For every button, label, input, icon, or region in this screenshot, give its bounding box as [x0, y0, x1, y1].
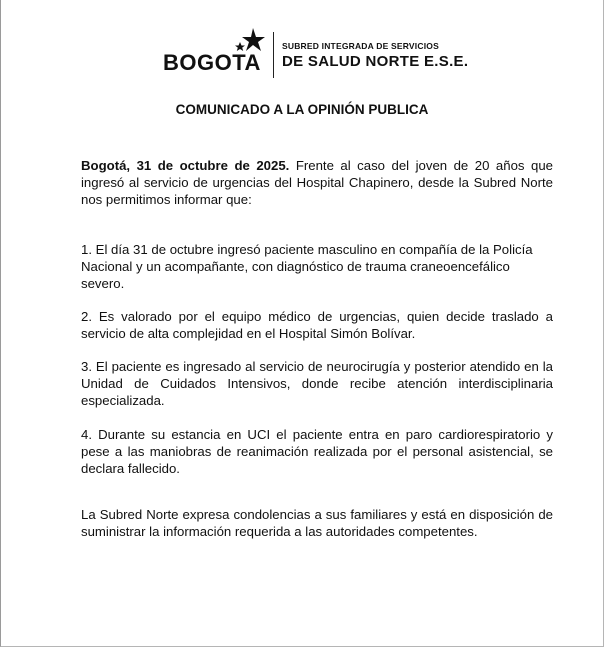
point-4: 4. Durante su estancia en UCI el paciente entra en paro cardiorespiratorio y pese a las maniobras de reanimación realizada por el personal asistencial, se declara fallecido. — [81, 427, 553, 476]
point-1: 1. El día 31 de octubre ingresó paciente masculino en compañía de la Policía Nacional y un acompañante, con diagnóstico de trauma craneoencefálico severo. — [81, 242, 533, 291]
star-icon — [233, 26, 267, 60]
intro-date: Bogotá, 31 de octubre de 2025. — [81, 158, 290, 173]
bogota-wordmark: BOGOTA — [163, 50, 261, 75]
org-name-line1: SUBRED INTEGRADA DE SERVICIOS — [282, 41, 439, 51]
document-title: COMUNICADO A LA OPINIÓN PUBLICA — [175, 102, 429, 117]
intro-paragraph — [81, 157, 553, 208]
point-2: 2. Es valorado por el equipo médico de urgencias, quien decide traslado a servicio de alta complejidad en el Hospital Simón Bolívar. — [81, 309, 553, 341]
org-name-line2: DE SALUD NORTE E.S.E. — [282, 53, 469, 70]
point-3: 3. El paciente es ingresado al servicio de neurocirugía y posterior atendido en la Unidad de Cuidados Intensivos, donde recibe atención interdisciplinaria especializada. — [81, 359, 553, 408]
subred-norte-logo — [161, 24, 469, 82]
intro-text: Frente al caso del joven de 20 años que ingresó al servicio de urgencias del Hospital Chapinero, desde la Subred Norte nos permitimos informar que: — [81, 158, 553, 207]
logo-divider — [273, 32, 274, 78]
closing-paragraph: La Subred Norte expresa condolencias a sus familiares y está en disposición de suministrar la información requerida a las autoridades competentes. — [81, 507, 553, 539]
